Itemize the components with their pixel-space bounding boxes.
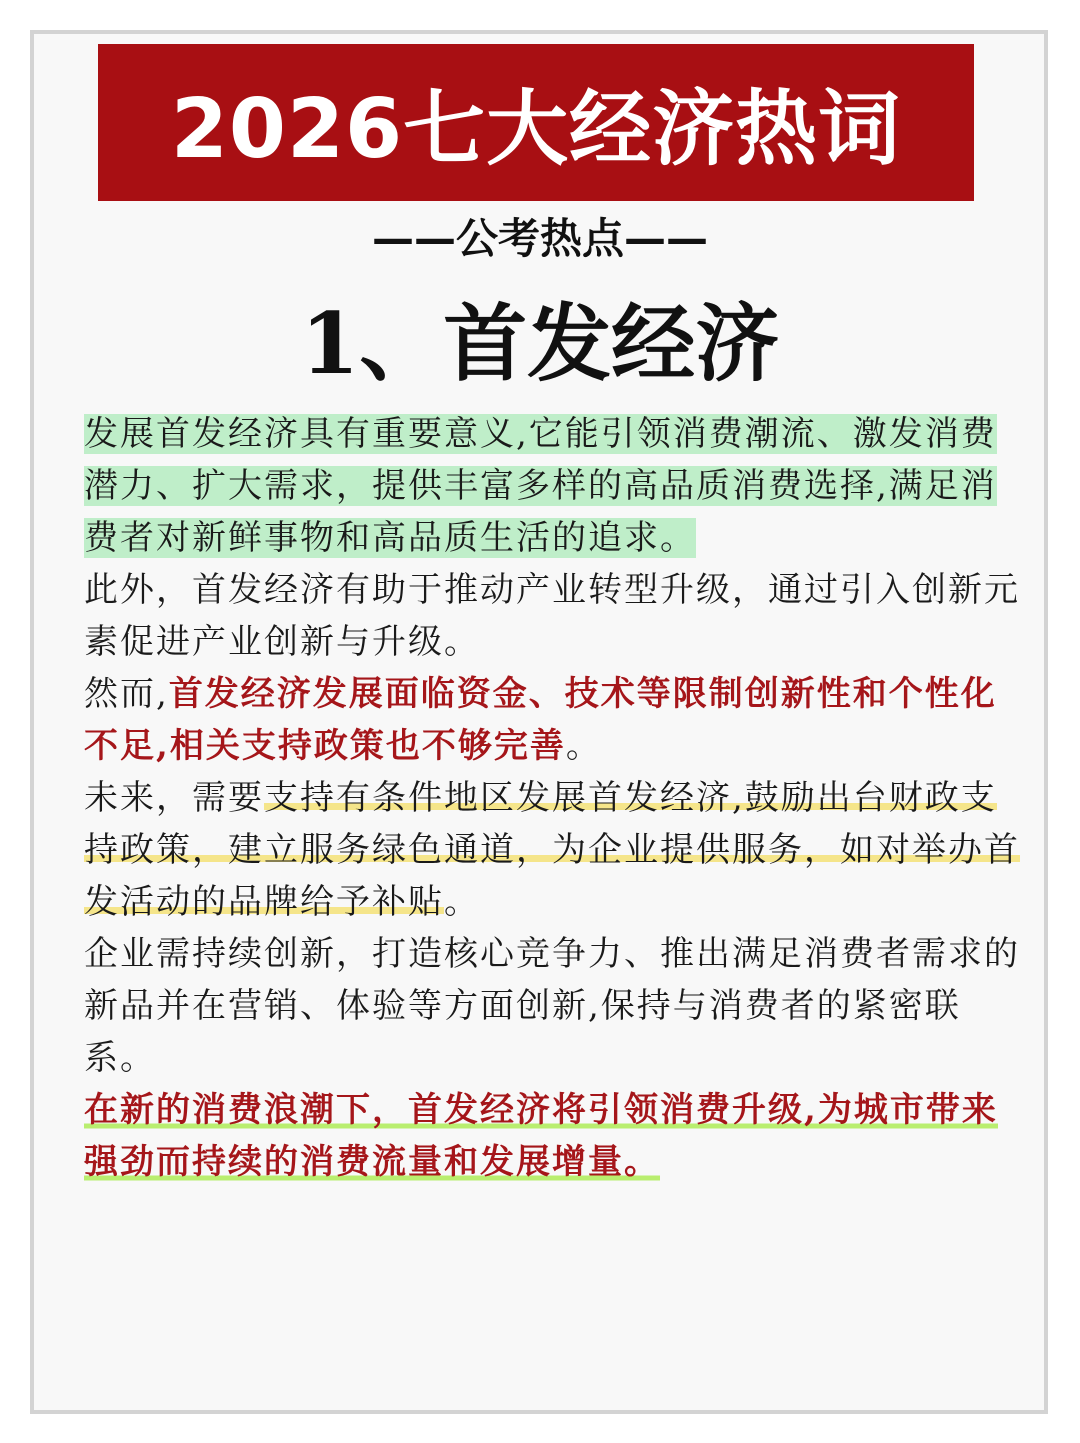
section-heading [281,296,799,392]
challenges-emphasis: 首发经济发展面临资金、技术等限制创新性和个性化不足,相关支持政策也不够完善 [84,674,997,766]
challenges-suffix: 。 [565,726,602,766]
paragraph-industry-upgrade: 此外，首发经济有助于推动产业转型升级，通过引入创新元素促进产业创新与升级。 [84,570,1020,662]
paragraph-conclusion [84,1084,1024,1188]
challenges-prefix: 然而, [84,674,169,714]
title-banner [98,44,974,201]
paragraph-challenges [84,668,1024,772]
future-prefix: 未来，需要 [84,778,264,818]
page-title: 2026七大经济热词 [170,82,902,177]
paragraph-significance [84,408,1024,564]
section-heading-wrap [0,296,1080,392]
future-emphasis: 支持有条件地区发展首发经济,鼓励出台财政支持政策，建立服务绿色通道，为企业提供服务，如对举办首发活动的品牌给予补贴 [84,778,1020,922]
page-subtitle: ——公考热点—— [371,214,708,263]
section-heading-text: 1、首发经济 [300,294,780,393]
paragraph-enterprise: 企业需持续创新，打造核心竞争力、推出满足消费者需求的新品并在营销、体验等方面创新,保持与消费者的紧密联系。 [84,934,1020,1078]
future-suffix: 。 [444,882,480,922]
conclusion-emphasis: 在新的消费浪潮下，首发经济将引领消费升级,为城市带来强劲而持续的消费流量和发展增量。 [84,1090,998,1182]
paragraph-future [84,772,1024,928]
article-body [84,408,1024,1188]
highlighted-text: 发展首发经济具有重要意义,它能引领消费潮流、激发消费潜力、扩大需求，提供丰富多样的高品质消费选择,满足消费者对新鲜事物和高品质生活的追求。 [84,414,997,558]
